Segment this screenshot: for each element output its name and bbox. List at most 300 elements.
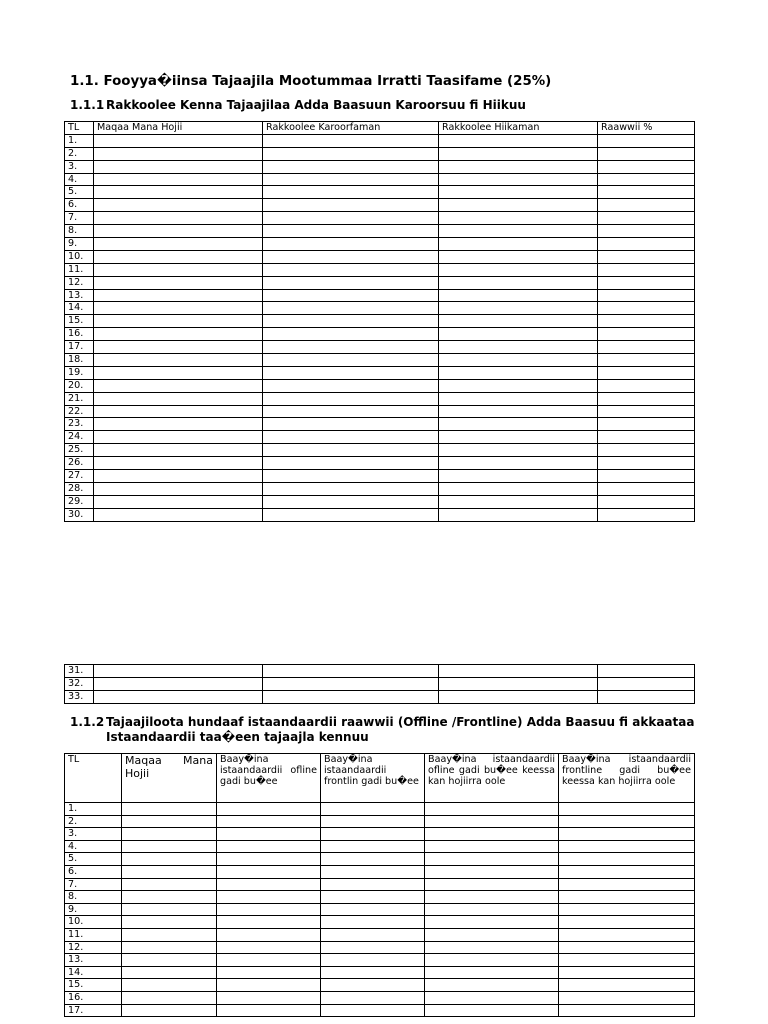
table-cell: [94, 289, 263, 302]
table-cell: [439, 366, 598, 379]
table-cell: [94, 379, 263, 392]
table-cell: [122, 891, 217, 904]
row-number-cell: 29.: [65, 495, 94, 508]
subsection-title: Rakkoolee Kenna Tajaajilaa Adda Baasuun Karoorsuu fi Hiikuu: [106, 98, 526, 112]
table-cell: [598, 690, 695, 703]
table-cell: [559, 966, 695, 979]
row-number-cell: 21.: [65, 392, 94, 405]
table-row: [65, 173, 695, 186]
table-cell: [122, 941, 217, 954]
table-row: [65, 302, 695, 315]
table-cell: [439, 457, 598, 470]
column-header: Baay�ina istaandaardii ofline gadi bu�ee: [217, 754, 321, 803]
table-cell: [598, 134, 695, 147]
column-header: Baay�ina istaandaardii frontline gadi bu�ee keessa kan hojiirra oole: [559, 754, 695, 803]
table-cell: [94, 250, 263, 263]
table-cell: [263, 315, 439, 328]
column-header: Baay�ina istaandaardii frontlin gadi bu�ee: [321, 754, 425, 803]
table-cell: [263, 199, 439, 212]
table-cell: [425, 979, 559, 992]
table-cell: [559, 878, 695, 891]
row-number-cell: 9.: [65, 238, 94, 251]
table-cell: [439, 289, 598, 302]
table-cell: [263, 457, 439, 470]
table-cell: [439, 212, 598, 225]
table-cell: [217, 941, 321, 954]
table-cell: [559, 916, 695, 929]
table-cell: [122, 1004, 217, 1017]
table-cell: [321, 941, 425, 954]
table-cell: [217, 803, 321, 816]
table-row: [65, 366, 695, 379]
table-cell: [122, 903, 217, 916]
subsection-title-line1: Tajaajiloota hundaaf istaandaardii raawwii (Offline /Frontline) Adda Baasuu fi akkaataa: [106, 715, 695, 729]
table-cell: [94, 495, 263, 508]
row-number-cell: 10.: [65, 250, 94, 263]
table-cell: [122, 853, 217, 866]
row-number-cell: 17.: [65, 1004, 122, 1017]
table-cell: [217, 891, 321, 904]
table-cell: [439, 677, 598, 690]
table-cell: [94, 328, 263, 341]
table-cell: [94, 341, 263, 354]
row-number-cell: 16.: [65, 991, 122, 1004]
table-cell: [598, 250, 695, 263]
table-cell: [263, 160, 439, 173]
row-number-cell: 25.: [65, 444, 94, 457]
table-cell: [122, 991, 217, 1004]
row-number-cell: 19.: [65, 366, 94, 379]
row-number-cell: 8.: [65, 225, 94, 238]
standards-table: [64, 753, 695, 1017]
table-cell: [263, 173, 439, 186]
table-cell: [263, 354, 439, 367]
table-cell: [425, 878, 559, 891]
table-cell: [559, 903, 695, 916]
table-cell: [217, 840, 321, 853]
row-number-cell: 32.: [65, 677, 94, 690]
table-cell: [263, 238, 439, 251]
table-cell: [425, 853, 559, 866]
table-cell: [321, 979, 425, 992]
table-cell: [263, 289, 439, 302]
table-row: [65, 160, 695, 173]
row-number-cell: 1.: [65, 134, 94, 147]
table-row: [65, 966, 695, 979]
table-cell: [217, 916, 321, 929]
row-number-cell: 5.: [65, 186, 94, 199]
row-number-cell: 11.: [65, 263, 94, 276]
table-cell: [425, 903, 559, 916]
table-cell: [425, 803, 559, 816]
table-cell: [598, 470, 695, 483]
table-cell: [439, 276, 598, 289]
table-cell: [439, 418, 598, 431]
table-row: [65, 328, 695, 341]
table-row: [65, 508, 695, 521]
table-cell: [439, 199, 598, 212]
table-cell: [598, 328, 695, 341]
table-row: [65, 1004, 695, 1017]
row-number-cell: 33.: [65, 690, 94, 703]
table-cell: [439, 405, 598, 418]
table-cell: [122, 916, 217, 929]
row-number-cell: 18.: [65, 354, 94, 367]
table-cell: [439, 328, 598, 341]
row-number-cell: 13.: [65, 954, 122, 967]
table-cell: [263, 250, 439, 263]
table-cell: [439, 186, 598, 199]
table-cell: [94, 470, 263, 483]
row-number-cell: 28.: [65, 482, 94, 495]
table-header-row: [65, 122, 695, 135]
table-cell: [321, 840, 425, 853]
row-number-cell: 16.: [65, 328, 94, 341]
table-cell: [217, 954, 321, 967]
table-cell: [263, 225, 439, 238]
table-cell: [94, 354, 263, 367]
table-cell: [263, 665, 439, 678]
table-cell: [94, 302, 263, 315]
table-cell: [321, 916, 425, 929]
table-cell: [439, 160, 598, 173]
table-cell: [439, 341, 598, 354]
table-row: [65, 431, 695, 444]
table-cell: [217, 828, 321, 841]
table-cell: [263, 134, 439, 147]
table-cell: [425, 991, 559, 1004]
table-cell: [217, 878, 321, 891]
table-row: [65, 853, 695, 866]
problems-table: [64, 121, 695, 522]
row-number-cell: 3.: [65, 160, 94, 173]
table-cell: [321, 928, 425, 941]
table-cell: [263, 418, 439, 431]
table-cell: [263, 276, 439, 289]
table-cell: [598, 186, 695, 199]
table-cell: [439, 225, 598, 238]
row-number-cell: 2.: [65, 147, 94, 160]
table-cell: [94, 405, 263, 418]
table-row: [65, 903, 695, 916]
table-cell: [94, 134, 263, 147]
table-cell: [217, 1004, 321, 1017]
table-cell: [321, 991, 425, 1004]
table-cell: [598, 508, 695, 521]
row-number-cell: 15.: [65, 315, 94, 328]
table-row: [65, 677, 695, 690]
table-cell: [598, 418, 695, 431]
table-cell: [122, 966, 217, 979]
table-cell: [559, 853, 695, 866]
table-cell: [559, 954, 695, 967]
row-number-cell: 11.: [65, 928, 122, 941]
table-cell: [217, 928, 321, 941]
table-cell: [425, 1004, 559, 1017]
table-cell: [321, 803, 425, 816]
table-row: [65, 238, 695, 251]
table-cell: [94, 457, 263, 470]
table-cell: [122, 954, 217, 967]
table-cell: [122, 828, 217, 841]
table-row: [65, 840, 695, 853]
row-number-cell: 31.: [65, 665, 94, 678]
table-row: [65, 289, 695, 302]
subsection-title-line2: Istaandaardii taa�een tajaajla kennuu: [106, 730, 369, 744]
table-cell: [598, 366, 695, 379]
table-cell: [425, 928, 559, 941]
table-cell: [321, 966, 425, 979]
table-cell: [598, 225, 695, 238]
table-row: [65, 341, 695, 354]
row-number-cell: 6.: [65, 865, 122, 878]
table-cell: [263, 470, 439, 483]
table-cell: [425, 815, 559, 828]
table-cell: [598, 379, 695, 392]
table-cell: [425, 941, 559, 954]
row-number-cell: 20.: [65, 379, 94, 392]
table-row: [65, 928, 695, 941]
table-cell: [425, 954, 559, 967]
table-cell: [263, 341, 439, 354]
table-cell: [263, 405, 439, 418]
table-cell: [94, 665, 263, 678]
table-row: [65, 941, 695, 954]
table-cell: [598, 276, 695, 289]
table-row: [65, 263, 695, 276]
table-cell: [598, 431, 695, 444]
row-number-cell: 2.: [65, 815, 122, 828]
table-cell: [321, 828, 425, 841]
row-number-cell: 27.: [65, 470, 94, 483]
table-cell: [217, 815, 321, 828]
table-row: [65, 147, 695, 160]
table-cell: [559, 891, 695, 904]
table-row: [65, 315, 695, 328]
table-cell: [263, 302, 439, 315]
table-cell: [598, 665, 695, 678]
table-cell: [94, 444, 263, 457]
column-header: Baay�ina istaandaardii ofline gadi bu�ee keessa kan hojiirra oole: [425, 754, 559, 803]
table-row: [65, 470, 695, 483]
table-cell: [559, 941, 695, 954]
table-cell: [439, 379, 598, 392]
table-cell: [598, 444, 695, 457]
table-cell: [94, 418, 263, 431]
table-cell: [598, 173, 695, 186]
table-row: [65, 665, 695, 678]
column-header: TL: [65, 122, 94, 135]
table-cell: [598, 405, 695, 418]
table-cell: [122, 878, 217, 891]
subsection-heading-1-1-2: [70, 715, 700, 745]
table-cell: [263, 366, 439, 379]
table-row: [65, 815, 695, 828]
table-cell: [425, 966, 559, 979]
table-cell: [598, 457, 695, 470]
table-cell: [122, 928, 217, 941]
table-cell: [598, 147, 695, 160]
table-row: [65, 444, 695, 457]
table-row: [65, 482, 695, 495]
table-cell: [94, 225, 263, 238]
column-header: Maqaa Mana Hojii: [122, 754, 217, 803]
table-cell: [439, 173, 598, 186]
table-cell: [598, 341, 695, 354]
table-cell: [439, 238, 598, 251]
table-cell: [122, 865, 217, 878]
row-number-cell: 30.: [65, 508, 94, 521]
table-row: [65, 405, 695, 418]
table-cell: [217, 991, 321, 1004]
table-row: [65, 979, 695, 992]
table-cell: [439, 315, 598, 328]
table-cell: [425, 865, 559, 878]
table-cell: [321, 903, 425, 916]
table-cell: [598, 238, 695, 251]
table-row: [65, 991, 695, 1004]
table-row: [65, 865, 695, 878]
table-cell: [425, 840, 559, 853]
table-cell: [321, 954, 425, 967]
column-header: Rakkoolee Hiikaman: [439, 122, 598, 135]
table-cell: [321, 815, 425, 828]
table-row: [65, 418, 695, 431]
table-cell: [94, 508, 263, 521]
table-cell: [598, 315, 695, 328]
subsection-heading-1-1-1: [70, 98, 526, 112]
table-cell: [263, 263, 439, 276]
row-number-cell: 4.: [65, 840, 122, 853]
table-cell: [439, 354, 598, 367]
table-cell: [559, 840, 695, 853]
table-cell: [439, 495, 598, 508]
row-number-cell: 17.: [65, 341, 94, 354]
table-cell: [263, 677, 439, 690]
row-number-cell: 14.: [65, 302, 94, 315]
table-cell: [94, 366, 263, 379]
row-number-cell: 24.: [65, 431, 94, 444]
table-cell: [559, 803, 695, 816]
table-cell: [94, 677, 263, 690]
table-row: [65, 134, 695, 147]
table-row: [65, 199, 695, 212]
table-cell: [321, 891, 425, 904]
row-number-cell: 10.: [65, 916, 122, 929]
table-cell: [321, 865, 425, 878]
row-number-cell: 4.: [65, 173, 94, 186]
table-cell: [439, 690, 598, 703]
table-cell: [263, 147, 439, 160]
table-row: [65, 803, 695, 816]
row-number-cell: 13.: [65, 289, 94, 302]
row-number-cell: 7.: [65, 212, 94, 225]
table-cell: [94, 431, 263, 444]
table-cell: [217, 853, 321, 866]
row-number-cell: 12.: [65, 941, 122, 954]
table-cell: [321, 878, 425, 891]
table-cell: [439, 392, 598, 405]
row-number-cell: 5.: [65, 853, 122, 866]
table-cell: [263, 444, 439, 457]
table-cell: [122, 803, 217, 816]
table-cell: [263, 379, 439, 392]
table-row: [65, 457, 695, 470]
row-number-cell: 15.: [65, 979, 122, 992]
table-cell: [94, 315, 263, 328]
table-cell: [559, 828, 695, 841]
section-title: 1.1. Fooyya�iinsa Tajaajila Mootummaa Irratti Taasifame (25%): [70, 74, 552, 89]
table-cell: [559, 865, 695, 878]
table-cell: [598, 677, 695, 690]
table-cell: [598, 302, 695, 315]
row-number-cell: 7.: [65, 878, 122, 891]
table-cell: [559, 928, 695, 941]
table-cell: [263, 328, 439, 341]
table-cell: [439, 134, 598, 147]
row-number-cell: 12.: [65, 276, 94, 289]
table-row: [65, 495, 695, 508]
table-cell: [598, 199, 695, 212]
table-row: [65, 225, 695, 238]
table-row: [65, 379, 695, 392]
table-cell: [439, 444, 598, 457]
table-cell: [425, 891, 559, 904]
table-cell: [439, 470, 598, 483]
table-cell: [94, 263, 263, 276]
subsection-number: 1.1.2: [70, 715, 105, 729]
table-cell: [559, 815, 695, 828]
table-row: [65, 250, 695, 263]
table-cell: [263, 690, 439, 703]
table-cell: [94, 160, 263, 173]
column-header: Raawwii %: [598, 122, 695, 135]
table-cell: [559, 1004, 695, 1017]
table-cell: [94, 199, 263, 212]
column-header: TL: [65, 754, 122, 803]
table-cell: [439, 508, 598, 521]
table-cell: [263, 508, 439, 521]
table-row: [65, 916, 695, 929]
table-cell: [439, 665, 598, 678]
row-number-cell: 6.: [65, 199, 94, 212]
table-cell: [321, 1004, 425, 1017]
table-cell: [598, 263, 695, 276]
subsection-number: 1.1.1: [70, 98, 105, 112]
table-cell: [94, 276, 263, 289]
table-cell: [217, 903, 321, 916]
table-cell: [94, 238, 263, 251]
table-cell: [217, 966, 321, 979]
table-row: [65, 891, 695, 904]
table-cell: [263, 431, 439, 444]
table-cell: [263, 495, 439, 508]
table-row: [65, 212, 695, 225]
table-cell: [598, 482, 695, 495]
table-cell: [122, 840, 217, 853]
table-cell: [598, 160, 695, 173]
table-cell: [94, 482, 263, 495]
table-cell: [439, 250, 598, 263]
table-cell: [94, 186, 263, 199]
table-cell: [263, 482, 439, 495]
table-row: [65, 186, 695, 199]
table-cell: [598, 212, 695, 225]
table-cell: [94, 147, 263, 160]
table-cell: [217, 979, 321, 992]
row-number-cell: 3.: [65, 828, 122, 841]
table-cell: [122, 815, 217, 828]
